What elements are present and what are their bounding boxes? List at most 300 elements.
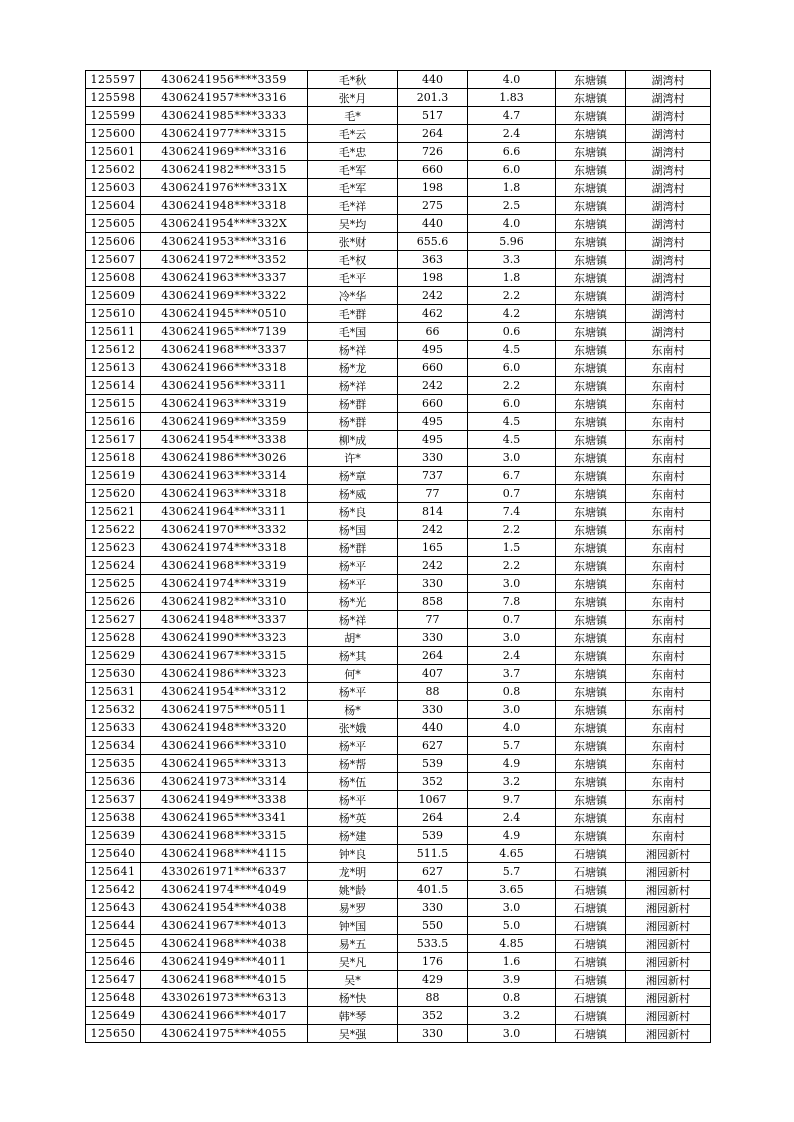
table-cell: 湘园新村	[626, 953, 711, 971]
table-cell: 125629	[86, 647, 141, 665]
table-row	[86, 1007, 711, 1025]
table-cell: 3.2	[468, 1007, 556, 1025]
table-cell: 462	[398, 305, 468, 323]
table-cell: 125649	[86, 1007, 141, 1025]
table-cell: 4306241954****3312	[141, 683, 308, 701]
table-cell: 东南村	[626, 503, 711, 521]
table-row	[86, 377, 711, 395]
table-cell: 东塘镇	[556, 557, 626, 575]
table-cell: 4306241963****3314	[141, 467, 308, 485]
table-row	[86, 485, 711, 503]
table-row	[86, 467, 711, 485]
table-cell: 4.0	[468, 215, 556, 233]
table-cell: 东南村	[626, 395, 711, 413]
table-cell: 东南村	[626, 719, 711, 737]
table-cell: 4306241990****3323	[141, 629, 308, 647]
table-row	[86, 899, 711, 917]
table-cell: 东塘镇	[556, 215, 626, 233]
table-cell: 东塘镇	[556, 341, 626, 359]
table-row	[86, 809, 711, 827]
table-cell: 东南村	[626, 773, 711, 791]
table-row	[86, 953, 711, 971]
table-cell: 3.0	[468, 629, 556, 647]
table-cell: 东南村	[626, 521, 711, 539]
table-cell: 242	[398, 377, 468, 395]
table-cell: 姚*龄	[308, 881, 398, 899]
table-cell: 4330261973****6313	[141, 989, 308, 1007]
table-cell: 东塘镇	[556, 665, 626, 683]
table-cell: 2.2	[468, 521, 556, 539]
table-cell: 东塘镇	[556, 467, 626, 485]
table-cell: 125609	[86, 287, 141, 305]
table-cell: 2.4	[468, 125, 556, 143]
table-cell: 东塘镇	[556, 287, 626, 305]
table-cell: 4306241965****7139	[141, 323, 308, 341]
table-cell: 东塘镇	[556, 773, 626, 791]
table-cell: 湖湾村	[626, 107, 711, 125]
table-cell: 125635	[86, 755, 141, 773]
table-cell: 125617	[86, 431, 141, 449]
table-cell: 330	[398, 899, 468, 917]
table-cell: 吴*均	[308, 215, 398, 233]
table-cell: 杨*平	[308, 737, 398, 755]
table-cell: 东南村	[626, 359, 711, 377]
table-cell: 4330261971****6337	[141, 863, 308, 881]
table-cell: 3.7	[468, 665, 556, 683]
table-row	[86, 521, 711, 539]
table-cell: 125640	[86, 845, 141, 863]
table-cell: 125645	[86, 935, 141, 953]
table-cell: 东塘镇	[556, 233, 626, 251]
table-cell: 东塘镇	[556, 683, 626, 701]
table-cell: 易*五	[308, 935, 398, 953]
table-cell: 4306241963****3337	[141, 269, 308, 287]
table-cell: 125614	[86, 377, 141, 395]
table-cell: 125644	[86, 917, 141, 935]
table-cell: 125624	[86, 557, 141, 575]
table-cell: 4.0	[468, 719, 556, 737]
table-cell: 杨*平	[308, 791, 398, 809]
table-cell: 4.5	[468, 341, 556, 359]
table-cell: 660	[398, 395, 468, 413]
table-cell: 1.8	[468, 269, 556, 287]
table-cell: 东南村	[626, 413, 711, 431]
table-cell: 0.8	[468, 683, 556, 701]
table-cell: 125636	[86, 773, 141, 791]
table-cell: 401.5	[398, 881, 468, 899]
table-cell: 胡*	[308, 629, 398, 647]
table-cell: 4.65	[468, 845, 556, 863]
table-cell: 4.7	[468, 107, 556, 125]
table-cell: 5.7	[468, 863, 556, 881]
table-row	[86, 89, 711, 107]
table-cell: 125630	[86, 665, 141, 683]
table-cell: 66	[398, 323, 468, 341]
table-row	[86, 539, 711, 557]
table-cell: 湘园新村	[626, 863, 711, 881]
table-cell: 88	[398, 989, 468, 1007]
table-cell: 495	[398, 431, 468, 449]
table-cell: 4306241956****3359	[141, 71, 308, 89]
table-cell: 4306241968****4015	[141, 971, 308, 989]
table-cell: 杨*祥	[308, 611, 398, 629]
table-cell: 东南村	[626, 737, 711, 755]
table-cell: 125650	[86, 1025, 141, 1043]
table-cell: 东塘镇	[556, 71, 626, 89]
table-cell: 湘园新村	[626, 917, 711, 935]
table-cell: 125638	[86, 809, 141, 827]
table-cell: 石塘镇	[556, 971, 626, 989]
table-cell: 88	[398, 683, 468, 701]
table-cell: 东南村	[626, 485, 711, 503]
table-cell: 363	[398, 251, 468, 269]
table-cell: 125641	[86, 863, 141, 881]
table-cell: 125646	[86, 953, 141, 971]
table-row	[86, 629, 711, 647]
table-cell: 125642	[86, 881, 141, 899]
table-row	[86, 557, 711, 575]
table-row	[86, 359, 711, 377]
table-cell: 东南村	[626, 467, 711, 485]
table-row	[86, 935, 711, 953]
table-cell: 吴*强	[308, 1025, 398, 1043]
table-cell: 4306241976****331X	[141, 179, 308, 197]
table-cell: 330	[398, 449, 468, 467]
table-cell: 4306241966****3310	[141, 737, 308, 755]
table-row	[86, 737, 711, 755]
table-cell: 湖湾村	[626, 197, 711, 215]
table-cell: 495	[398, 341, 468, 359]
table-row	[86, 503, 711, 521]
table-cell: 3.0	[468, 575, 556, 593]
table-row	[86, 971, 711, 989]
table-cell: 429	[398, 971, 468, 989]
table-cell: 4306241969****3316	[141, 143, 308, 161]
table-cell: 737	[398, 467, 468, 485]
table-cell: 4306241973****3314	[141, 773, 308, 791]
table-cell: 4306241948****3337	[141, 611, 308, 629]
table-cell: 3.3	[468, 251, 556, 269]
table-cell: 东塘镇	[556, 593, 626, 611]
table-cell: 毛*	[308, 107, 398, 125]
table-cell: 4306241975****4055	[141, 1025, 308, 1043]
table-cell: 东塘镇	[556, 377, 626, 395]
table-cell: 125623	[86, 539, 141, 557]
table-cell: 东塘镇	[556, 611, 626, 629]
table-cell: 125604	[86, 197, 141, 215]
table-row	[86, 755, 711, 773]
table-cell: 1.5	[468, 539, 556, 557]
table-cell: 407	[398, 665, 468, 683]
table-cell: 石塘镇	[556, 845, 626, 863]
table-cell: 杨*平	[308, 683, 398, 701]
table-cell: 湘园新村	[626, 881, 711, 899]
table-row	[86, 575, 711, 593]
table-cell: 东南村	[626, 611, 711, 629]
table-cell: 125639	[86, 827, 141, 845]
table-cell: 4306241974****4049	[141, 881, 308, 899]
table-cell: 4306241970****3332	[141, 521, 308, 539]
table-cell: 77	[398, 611, 468, 629]
table-cell: 东塘镇	[556, 485, 626, 503]
table-cell: 125622	[86, 521, 141, 539]
table-cell: 125601	[86, 143, 141, 161]
table-cell: 钟*良	[308, 845, 398, 863]
table-cell: 440	[398, 215, 468, 233]
table-cell: 东塘镇	[556, 755, 626, 773]
table-row	[86, 71, 711, 89]
table-cell: 1.8	[468, 179, 556, 197]
table-row	[86, 773, 711, 791]
table-cell: 东塘镇	[556, 431, 626, 449]
table-cell: 杨*英	[308, 809, 398, 827]
table-cell: 4.5	[468, 413, 556, 431]
table-cell: 3.0	[468, 701, 556, 719]
table-row	[86, 791, 711, 809]
table-cell: 5.7	[468, 737, 556, 755]
table-cell: 东塘镇	[556, 539, 626, 557]
table-cell: 330	[398, 575, 468, 593]
table-cell: 湖湾村	[626, 179, 711, 197]
table-cell: 毛*国	[308, 323, 398, 341]
table-cell: 东塘镇	[556, 323, 626, 341]
table-cell: 湖湾村	[626, 233, 711, 251]
table-row	[86, 683, 711, 701]
table-cell: 2.2	[468, 557, 556, 575]
table-cell: 125613	[86, 359, 141, 377]
table-cell: 4306241966****4017	[141, 1007, 308, 1025]
table-cell: 814	[398, 503, 468, 521]
table-cell: 杨*龙	[308, 359, 398, 377]
table-cell: 3.2	[468, 773, 556, 791]
table-row	[86, 665, 711, 683]
table-row	[86, 647, 711, 665]
table-cell: 湖湾村	[626, 71, 711, 89]
table-cell: 330	[398, 1025, 468, 1043]
table-cell: 湖湾村	[626, 323, 711, 341]
table-cell: 张*月	[308, 89, 398, 107]
table-cell: 龙*明	[308, 863, 398, 881]
table-cell: 易*罗	[308, 899, 398, 917]
table-row	[86, 179, 711, 197]
table-cell: 660	[398, 161, 468, 179]
table-cell: 125612	[86, 341, 141, 359]
table-cell: 东塘镇	[556, 449, 626, 467]
table-cell: 495	[398, 413, 468, 431]
table-row	[86, 431, 711, 449]
table-cell: 东塘镇	[556, 809, 626, 827]
table-cell: 550	[398, 917, 468, 935]
table-cell: 东塘镇	[556, 179, 626, 197]
table-cell: 湘园新村	[626, 845, 711, 863]
table-cell: 125602	[86, 161, 141, 179]
table-cell: 125603	[86, 179, 141, 197]
table-cell: 吴*	[308, 971, 398, 989]
table-row	[86, 305, 711, 323]
table-cell: 湖湾村	[626, 215, 711, 233]
table-cell: 125631	[86, 683, 141, 701]
data-table	[85, 70, 711, 1043]
table-cell: 2.5	[468, 197, 556, 215]
table-cell: 125643	[86, 899, 141, 917]
table-cell: 4306241986****3323	[141, 665, 308, 683]
table-cell: 6.0	[468, 161, 556, 179]
table-cell: 石塘镇	[556, 899, 626, 917]
table-cell: 7.4	[468, 503, 556, 521]
table-cell: 湘园新村	[626, 1007, 711, 1025]
table-cell: 石塘镇	[556, 881, 626, 899]
table-row	[86, 341, 711, 359]
table-cell: 242	[398, 287, 468, 305]
table-cell: 东塘镇	[556, 359, 626, 377]
table-cell: 东南村	[626, 629, 711, 647]
table-cell: 何*	[308, 665, 398, 683]
table-row	[86, 395, 711, 413]
table-cell: 毛*权	[308, 251, 398, 269]
table-row	[86, 593, 711, 611]
table-cell: 0.8	[468, 989, 556, 1007]
table-cell: 125618	[86, 449, 141, 467]
table-cell: 4306241968****3319	[141, 557, 308, 575]
table-cell: 275	[398, 197, 468, 215]
table-row	[86, 197, 711, 215]
table-cell: 4306241982****3315	[141, 161, 308, 179]
table-cell: 东南村	[626, 701, 711, 719]
table-cell: 杨*群	[308, 413, 398, 431]
table-cell: 165	[398, 539, 468, 557]
table-cell: 东南村	[626, 755, 711, 773]
table-cell: 东塘镇	[556, 107, 626, 125]
table-cell: 2.2	[468, 287, 556, 305]
table-cell: 7.8	[468, 593, 556, 611]
table-cell: 4306241954****4038	[141, 899, 308, 917]
table-row	[86, 215, 711, 233]
table-cell: 4306241975****0511	[141, 701, 308, 719]
table-row	[86, 863, 711, 881]
table-cell: 9.7	[468, 791, 556, 809]
table-cell: 125648	[86, 989, 141, 1007]
table-row	[86, 413, 711, 431]
table-cell: 125625	[86, 575, 141, 593]
table-cell: 726	[398, 143, 468, 161]
table-cell: 4306241966****3318	[141, 359, 308, 377]
table-cell: 4306241965****3341	[141, 809, 308, 827]
table-cell: 东南村	[626, 539, 711, 557]
table-cell: 湖湾村	[626, 161, 711, 179]
table-cell: 4306241969****3322	[141, 287, 308, 305]
table-row	[86, 251, 711, 269]
table-cell: 东塘镇	[556, 827, 626, 845]
table-cell: 杨*章	[308, 467, 398, 485]
table-cell: 3.9	[468, 971, 556, 989]
table-cell: 东南村	[626, 665, 711, 683]
table-cell: 264	[398, 125, 468, 143]
table-cell: 198	[398, 269, 468, 287]
table-cell: 杨*伍	[308, 773, 398, 791]
table-cell: 石塘镇	[556, 917, 626, 935]
table-cell: 4306241982****3310	[141, 593, 308, 611]
table-cell: 东塘镇	[556, 125, 626, 143]
table-cell: 杨*帮	[308, 755, 398, 773]
table-cell: 毛*云	[308, 125, 398, 143]
table-cell: 杨*建	[308, 827, 398, 845]
table-cell: 4306241963****3318	[141, 485, 308, 503]
table-cell: 4306241969****3359	[141, 413, 308, 431]
table-cell: 440	[398, 71, 468, 89]
table-row	[86, 233, 711, 251]
table-cell: 东塘镇	[556, 575, 626, 593]
table-cell: 125605	[86, 215, 141, 233]
table-cell: 东南村	[626, 557, 711, 575]
table-cell: 毛*祥	[308, 197, 398, 215]
table-cell: 冷*华	[308, 287, 398, 305]
table-cell: 352	[398, 773, 468, 791]
table-cell: 4.2	[468, 305, 556, 323]
table-cell: 石塘镇	[556, 989, 626, 1007]
table-body	[86, 71, 711, 1043]
table-cell: 3.65	[468, 881, 556, 899]
table-cell: 东南村	[626, 683, 711, 701]
table-cell: 4306241967****4013	[141, 917, 308, 935]
table-cell: 石塘镇	[556, 1025, 626, 1043]
table-cell: 湖湾村	[626, 269, 711, 287]
table-cell: 4306241972****3352	[141, 251, 308, 269]
table-cell: 杨*快	[308, 989, 398, 1007]
table-cell: 4.9	[468, 755, 556, 773]
table-cell: 4306241953****3316	[141, 233, 308, 251]
table-cell: 125597	[86, 71, 141, 89]
table-row	[86, 701, 711, 719]
table-cell: 627	[398, 737, 468, 755]
table-cell: 660	[398, 359, 468, 377]
table-cell: 毛*军	[308, 161, 398, 179]
table-cell: 东南村	[626, 377, 711, 395]
table-cell: 湖湾村	[626, 125, 711, 143]
table-cell: 4306241968****4115	[141, 845, 308, 863]
table-row	[86, 125, 711, 143]
table-cell: 4306241945****0510	[141, 305, 308, 323]
table-cell: 3.0	[468, 449, 556, 467]
table-cell: 东塘镇	[556, 197, 626, 215]
table-cell: 0.6	[468, 323, 556, 341]
table-cell: 858	[398, 593, 468, 611]
table-cell: 4306241965****3313	[141, 755, 308, 773]
table-cell: 539	[398, 827, 468, 845]
table-cell: 韩*琴	[308, 1007, 398, 1025]
table-cell: 2.4	[468, 647, 556, 665]
table-cell: 杨*其	[308, 647, 398, 665]
table-cell: 4306241985****3333	[141, 107, 308, 125]
table-cell: 张*娥	[308, 719, 398, 737]
table-cell: 许*	[308, 449, 398, 467]
table-cell: 125615	[86, 395, 141, 413]
table-cell: 1.83	[468, 89, 556, 107]
table-row	[86, 719, 711, 737]
table-cell: 东塘镇	[556, 791, 626, 809]
table-row	[86, 143, 711, 161]
table-cell: 东南村	[626, 575, 711, 593]
table-cell: 6.7	[468, 467, 556, 485]
table-cell: 湖湾村	[626, 287, 711, 305]
table-row	[86, 1025, 711, 1043]
table-cell: 125619	[86, 467, 141, 485]
table-cell: 4306241956****3311	[141, 377, 308, 395]
table-cell: 东塘镇	[556, 647, 626, 665]
table-cell: 东塘镇	[556, 737, 626, 755]
table-cell: 石塘镇	[556, 935, 626, 953]
table-cell: 125600	[86, 125, 141, 143]
table-cell: 201.3	[398, 89, 468, 107]
